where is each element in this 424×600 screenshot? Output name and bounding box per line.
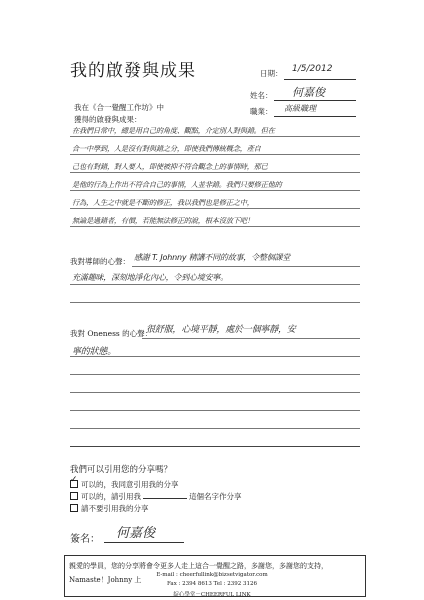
share-option-2-suffix: 這個名字作分享 — [189, 492, 242, 501]
gains-line-1: 在我們日常中，總是用自己的角度、觀點，介定別人對與錯。但在 — [72, 126, 275, 135]
gains-line-6: 無論是過錯者，有價，若能無法修正的說，根本沒放下吧！ — [72, 216, 254, 225]
job-label: 職業： — [250, 107, 273, 116]
signature-value: 何嘉俊 — [116, 526, 156, 541]
page-title: 我的啟發與成果 — [70, 61, 196, 81]
oneness-label: 我對 Oneness 的心聲： — [70, 329, 153, 338]
name-label: 姓名： — [250, 91, 273, 100]
share-option-1[interactable] — [70, 480, 179, 489]
mentor-label: 我對導師的心聲： — [70, 257, 130, 266]
share-option-3-label: 請不要引用我的分享 — [81, 504, 149, 513]
intro-line-2: 獲得的啟發與成果： — [74, 115, 142, 124]
date-value: 1/5/2012 — [292, 64, 333, 74]
oneness-line-1: 很舒服，心境平靜，處於一個寧靜，安 — [146, 325, 296, 335]
oneness-line-2: 寧的狀態。 — [72, 347, 117, 357]
intro-line-1: 我在《合一覺醒工作坊》中 — [74, 103, 164, 112]
share-option-1-label: 可以的，我同意引用我的分享 — [81, 480, 179, 489]
signature-label: 簽名： — [70, 534, 100, 545]
gains-line-2: 合一中學到，人是沒有對與錯之分，即使我們傳統概念，產自 — [72, 144, 261, 153]
checkbox-icon[interactable] — [70, 504, 78, 512]
share-option-2-label: 可以的，請引用我 — [81, 492, 141, 501]
share-option-3[interactable] — [70, 504, 149, 513]
share-option-2[interactable] — [70, 492, 242, 501]
checkbox-icon[interactable] — [70, 480, 78, 488]
gains-line-4: 是他的行為上作出不符合自己的事情，人並非錯。我們只要修正他的 — [72, 180, 282, 189]
mentor-line-1: 感謝 T. Johnny 精講不同的故事，令整個課堂 — [134, 253, 291, 262]
job-value: 高級職理 — [284, 104, 316, 113]
mentor-line-2: 充滿趣味，深刻地淨化內心，令到心境安寧。 — [72, 273, 228, 282]
gains-line-3: 己也有對錯，對人要人，即使被抑不符合觀念上的事情時，那已 — [72, 162, 268, 171]
footer-phone: Fax : 2394 8613 Tel : 2392 3126 — [166, 581, 257, 587]
checkbox-icon[interactable] — [70, 492, 78, 500]
share-question: 我們可以引用您的分享嗎？ — [70, 465, 173, 475]
date-label: 日期： — [260, 69, 283, 78]
footer-org: 綻心學堂－CHEERFUL LINK — [173, 592, 251, 598]
footer-email: E-mail : cheerfullink@bizsetvigator.com — [156, 572, 268, 578]
note-line-2: Namaste！Johnny 上 — [69, 576, 142, 584]
name-value: 何嘉俊 — [292, 86, 325, 99]
note-line-1: 親愛的學員，您的分享將會令更多人走上這合一覺醒之路，多謝您，多謝您的支持， — [69, 562, 328, 570]
gains-line-5: 行為，人生之中就是不斷的修正，我以我們也是修正之中， — [72, 198, 254, 207]
